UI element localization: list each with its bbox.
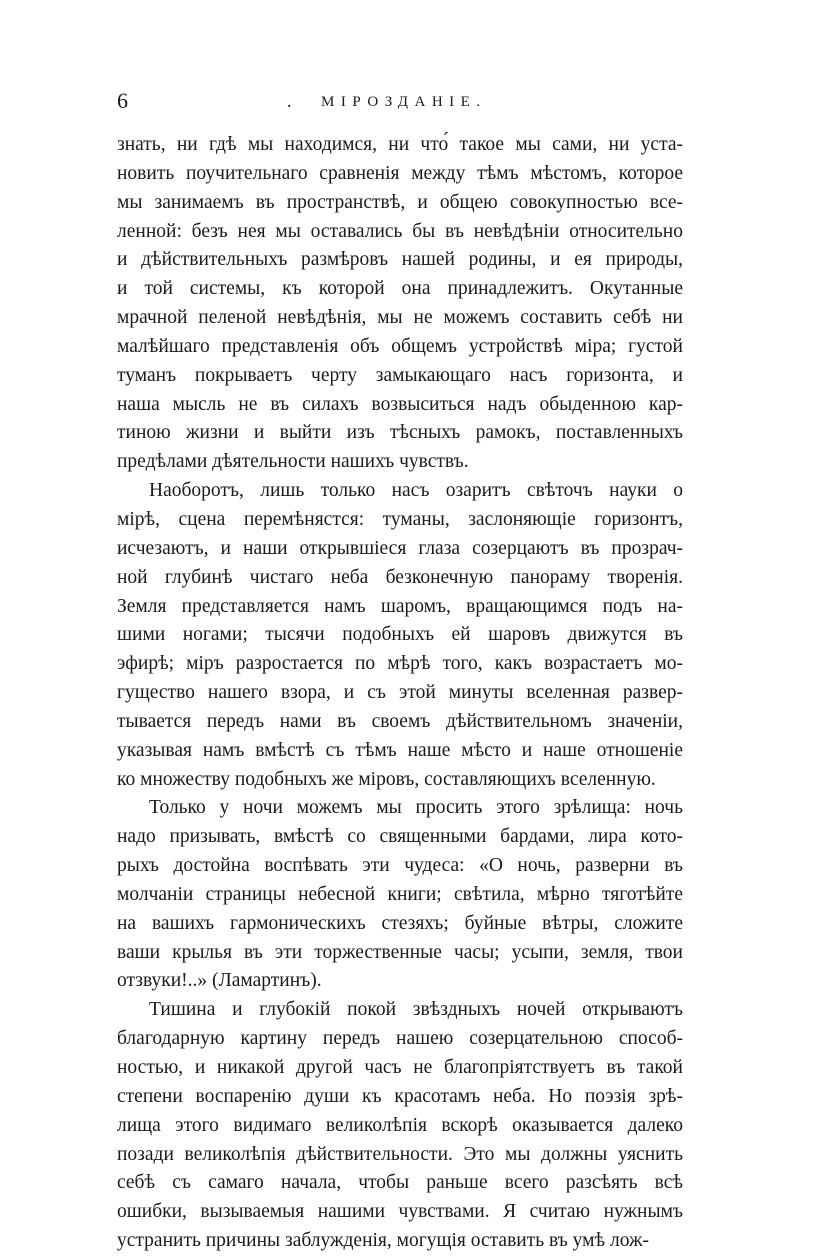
page-number: 6 [117,88,128,113]
text-line: молчаніи страницы небесной книги; свѣтила, мѣрно тяготѣйте [117,883,683,905]
text-line: устранить причины заблужденія, могущія оставить въ умѣ лож- [117,1230,649,1252]
text-line: указывая намъ вмѣстѣ съ тѣмъ наше мѣсто и наше отношеніе [117,739,683,761]
text-line: мрачной пеленой невѣдѣнія, мы не можемъ составить себѣ ни [117,307,683,329]
text-line: предѣлами дѣятельности нашихъ чувствъ. [117,451,469,473]
text-line: себѣ съ самаго начала, чтобы раньше всего разсѣять всѣ [117,1172,683,1194]
text-line: Тишина и глубокій покой звѣздныхъ ночей открываютъ [149,999,683,1021]
text-line: ной глубинѣ чистаго неба безконечную панораму творенія. [117,566,683,588]
text-line: Наоборотъ, лишь только насъ озаритъ свѣточъ науки о [149,480,683,502]
text-line: Только у ночи можемъ мы просить этого зрѣлища: ночь [149,797,683,819]
paragraph [117,131,683,477]
text-line: ваши крылья въ эти торжественные часы; усыпи, земля, твои [117,941,683,963]
text-line: степени воспаренію души къ красотамъ неба. Но поэзія зрѣ- [117,1085,683,1107]
text-line: знать, ни гдѣ мы находимся, ни что́ такое мы сами, ни уста- [117,134,683,155]
text-line: тиною жизни и выйти изъ тѣсныхъ рамокъ, поставленныхъ [117,422,683,444]
body-text [117,131,683,1256]
text-line: лища этого видимаго великолѣпія вскорѣ оказывается далеко [117,1114,683,1136]
text-line: туманъ покрываетъ черту замыкающаго насъ горизонта, и [117,364,683,386]
text-line: на вашихъ гармоническихъ стезяхъ; буйные вѣтры, сложите [117,912,683,934]
text-line: рыхъ достойна воспѣвать эти чудеса: «О ночь, разверни въ [117,855,683,877]
text-line: отзвуки!..» (Ламартинъ). [117,970,322,992]
text-line: исчезаютъ, и наши открывшіеся глаза созерцаютъ въ прозрач- [117,537,683,559]
paragraph [117,477,683,794]
text-line: Земля представляется намъ шаромъ, вращающимся подъ на- [117,595,683,617]
text-line: ностью, и никакой другой часъ не благопріятствуетъ въ такой [117,1057,683,1078]
text-line: гущество нашего взора, и съ этой минуты вселенная развер- [117,682,683,704]
text-line: благодарную картину передъ нашею созерцательною способ- [117,1028,683,1050]
paragraph [117,794,683,996]
text-line: малѣйшаго представленія объ общемъ устройствѣ міра; густой [117,335,683,357]
text-line: позади великолѣпія дѣйствительности. Это мы должны уяснить [117,1143,683,1165]
text-line: эфирѣ; міръ разростается по мѣрѣ того, какъ возрастаетъ мо- [117,653,683,675]
text-line: мы занимаемъ въ пространствѣ, и общею совокупностью все- [117,191,683,213]
text-line: мірѣ, сцена перемѣнястся: туманы, заслоняющіе горизонтъ, [117,508,683,530]
running-head-dot: . [287,91,292,111]
text-line: и той системы, къ которой она принадлежитъ. Окутанные [117,278,683,300]
text-line: ошибки, вызываемыя нашими чувствами. Я считаю нужнымъ [117,1201,683,1223]
paragraph [117,996,683,1256]
text-line: шими ногами; тысячи подобныхъ ей шаровъ движутся въ [117,624,683,646]
text-line: надо призывать, вмѣстѣ со священными бардами, лира кото- [117,826,683,848]
text-line: тывается передъ нами въ своемъ дѣйствительномъ значеніи, [117,710,683,732]
text-line: и дѣйствительныхъ размѣровъ нашей родины, и ея природы, [117,249,683,271]
text-line: новить поучительнаго сравненія между тѣмъ мѣстомъ, которое [117,162,683,184]
running-head-title: МІРОЗДАНІЕ. [321,94,487,110]
text-line: ленной: безъ нея мы оставались бы въ невѣдѣніи относительно [117,220,683,242]
running-head [117,88,686,118]
text-line: наша мысль не въ силахъ возвыситься надъ обыденною кар- [117,393,683,415]
text-line: ко множеству подобныхъ же міровъ, составляющихъ вселенную. [117,768,656,790]
